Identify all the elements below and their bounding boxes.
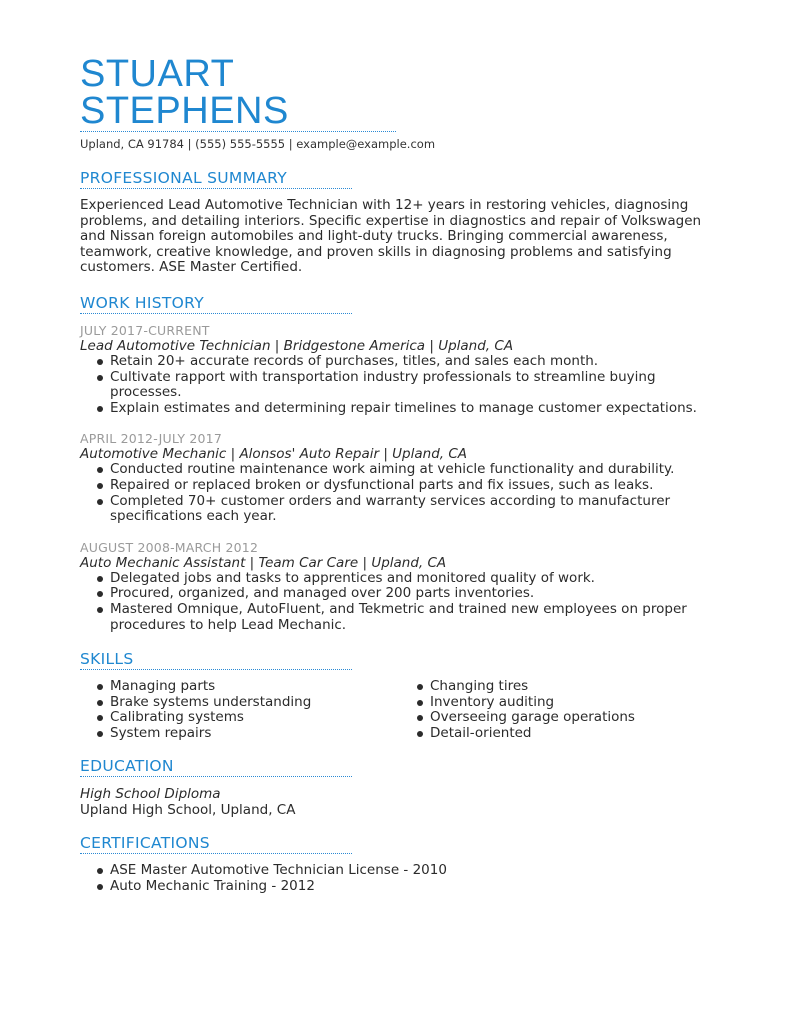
job-entry (80, 540, 720, 633)
education-heading: EDUCATION (80, 757, 352, 777)
bullet-item: Conducted routine maintenance work aiming at vehicle functionality and durability. (110, 462, 720, 478)
job-dates: AUGUST 2008-MARCH 2012 (80, 539, 259, 555)
job-bullets (80, 571, 720, 633)
education-school: Upland High School, Upland, CA (80, 802, 296, 819)
certifications-list (80, 863, 720, 894)
skill-item: System repairs (110, 726, 400, 742)
skills-section (80, 650, 720, 741)
certification-item: ASE Master Automotive Technician License - 2010 (110, 863, 720, 879)
skill-item: Detail-oriented (430, 726, 720, 742)
job-dates: APRIL 2012-JULY 2017 (80, 431, 222, 447)
skill-item: Changing tires (430, 679, 720, 695)
job-role: Lead Automotive Technician | Bridgestone America | Upland, CA (80, 337, 514, 354)
contact-line: Upland, CA 91784 | (555) 555-5555 | example@example.com (80, 137, 436, 151)
work-history-section (80, 294, 720, 633)
candidate-name (80, 53, 720, 132)
skills-column-left (80, 679, 400, 741)
bullet-item: Mastered Omnique, AutoFluent, and Tekmetric and trained new employees on proper procedures to help Lead Mechanic. (110, 602, 720, 633)
certification-item: Auto Mechanic Training - 2012 (110, 879, 720, 895)
summary-text: Experienced Lead Automotive Technician with 12+ years in restoring vehicles, diagnosing problems, and detailing interiors. Specific expertise in diagnostics and repair of Volkswagen and Nissan foreign automobiles and light-duty trucks. Bringing commercial awareness, teamwork, creative knowledge, and proven skills in diagnosing problems and satisfying customers. ASE Master Certified. (80, 197, 702, 276)
skill-item: Calibrating systems (110, 710, 400, 726)
skills-grid (80, 679, 720, 741)
skills-heading: SKILLS (80, 650, 352, 670)
bullet-item: Explain estimates and determining repair timelines to manage customer expectations. (110, 401, 720, 417)
bullet-item: Cultivate rapport with transportation industry professionals to streamline buying processes. (110, 370, 720, 401)
summary-heading: PROFESSIONAL SUMMARY (80, 169, 352, 189)
job-bullets (80, 354, 720, 416)
last-name: STEPHENS (80, 90, 289, 132)
certifications-section (80, 834, 720, 894)
job-dates: JULY 2017-CURRENT (80, 322, 210, 338)
bullet-item: Procured, organized, and managed over 200 parts inventories. (110, 586, 720, 602)
job-role: Auto Mechanic Assistant | Team Car Care | Upland, CA (80, 554, 447, 571)
skill-item: Inventory auditing (430, 695, 720, 711)
job-entry (80, 323, 720, 416)
bullet-item: Repaired or replaced broken or dysfunctional parts and fix issues, such as leaks. (110, 478, 720, 494)
skill-item: Managing parts (110, 679, 400, 695)
bullet-item: Delegated jobs and tasks to apprentices and monitored quality of work. (110, 571, 720, 587)
bullet-item: Retain 20+ accurate records of purchases, titles, and sales each month. (110, 354, 720, 370)
job-bullets (80, 462, 720, 524)
skill-item: Overseeing garage operations (430, 710, 720, 726)
bullet-item: Completed 70+ customer orders and warranty services according to manufacturer specifications each year. (110, 494, 720, 525)
skill-item: Brake systems understanding (110, 695, 400, 711)
job-role: Automotive Mechanic | Alonsos' Auto Repair | Upland, CA (80, 446, 468, 463)
education-degree: High School Diploma (80, 786, 221, 803)
work-history-heading: WORK HISTORY (80, 294, 352, 314)
summary-section (80, 169, 720, 276)
skills-column-right (400, 679, 720, 741)
certifications-heading: CERTIFICATIONS (80, 834, 352, 854)
resume-page (80, 53, 720, 895)
education-section (80, 757, 720, 818)
job-entry (80, 431, 720, 524)
first-name: STUART (80, 53, 235, 95)
